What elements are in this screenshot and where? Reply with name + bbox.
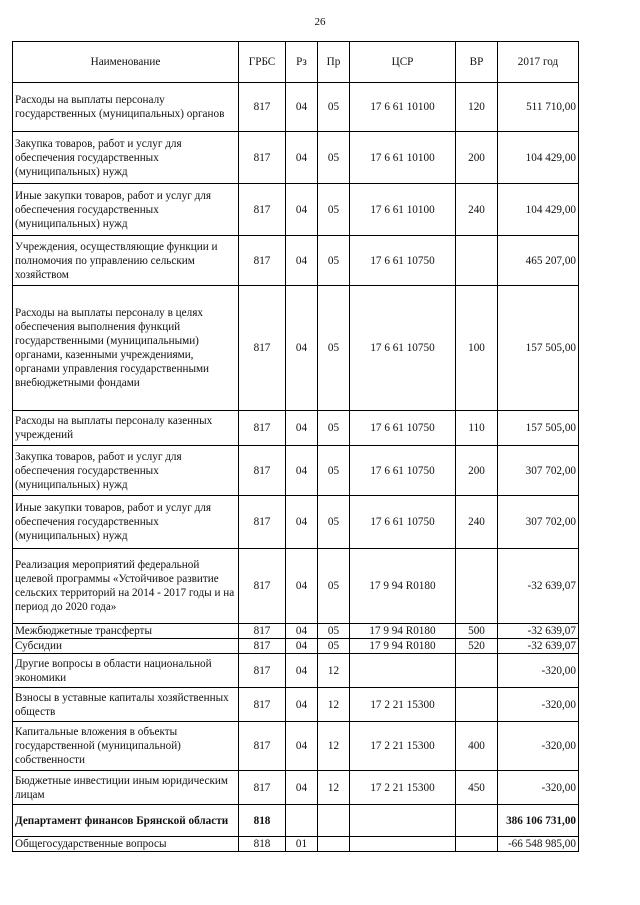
table-row: [13, 722, 579, 771]
cell-pr: 12: [318, 688, 350, 722]
table-row: [13, 83, 579, 132]
cell-rz: 04: [286, 624, 318, 639]
cell-vr: 200: [456, 446, 498, 496]
cell-vr: 500: [456, 624, 498, 639]
cell-rz: 04: [286, 771, 318, 805]
cell-grbs: 817: [239, 411, 286, 446]
cell-rz: 04: [286, 132, 318, 184]
cell-name: Закупка товаров, работ и услуг для обеспечения государственных (муниципальных) нужд: [13, 446, 239, 496]
cell-name: Закупка товаров, работ и услуг для обеспечения государственных (муниципальных) нужд: [13, 132, 239, 184]
cell-grbs: 817: [239, 496, 286, 549]
header-grbs: ГРБС: [239, 42, 286, 83]
cell-name: Расходы на выплаты персоналу казенных учреждений: [13, 411, 239, 446]
cell-rz: 04: [286, 496, 318, 549]
cell-csr: 17 6 61 10750: [350, 496, 456, 549]
table-row: [13, 549, 579, 624]
cell-pr: 05: [318, 286, 350, 411]
cell-vr: 240: [456, 184, 498, 236]
cell-csr: 17 6 61 10750: [350, 236, 456, 286]
cell-grbs: 817: [239, 771, 286, 805]
cell-vr: 110: [456, 411, 498, 446]
cell-pr: 05: [318, 496, 350, 549]
cell-vr: 100: [456, 286, 498, 411]
cell-name: Межбюджетные трансферты: [13, 624, 239, 639]
cell-pr: [318, 837, 350, 852]
cell-vr: 200: [456, 132, 498, 184]
cell-amount: -32 639,07: [498, 639, 579, 654]
cell-amount: 307 702,00: [498, 446, 579, 496]
cell-amount: -32 639,07: [498, 624, 579, 639]
cell-pr: 05: [318, 236, 350, 286]
page-number: 26: [314, 16, 326, 28]
cell-vr: [456, 837, 498, 852]
cell-name: Взносы в уставные капиталы хозяйственных обществ: [13, 688, 239, 722]
cell-pr: 12: [318, 771, 350, 805]
cell-grbs: 817: [239, 654, 286, 688]
cell-vr: 450: [456, 771, 498, 805]
cell-grbs: 818: [239, 805, 286, 837]
cell-amount: 386 106 731,00: [498, 805, 579, 837]
cell-vr: 120: [456, 83, 498, 132]
table-row: [13, 805, 579, 837]
cell-vr: 520: [456, 639, 498, 654]
cell-amount: 465 207,00: [498, 236, 579, 286]
cell-amount: -32 639,07: [498, 549, 579, 624]
cell-amount: -320,00: [498, 771, 579, 805]
table-row: [13, 446, 579, 496]
cell-amount: 104 429,00: [498, 184, 579, 236]
cell-amount: -320,00: [498, 654, 579, 688]
cell-csr: 17 6 61 10750: [350, 446, 456, 496]
table-row: [13, 184, 579, 236]
cell-vr: [456, 688, 498, 722]
cell-rz: 04: [286, 639, 318, 654]
cell-vr: 400: [456, 722, 498, 771]
header-pr: Пр: [318, 42, 350, 83]
table-row: [13, 837, 579, 852]
cell-csr: 17 6 61 10100: [350, 184, 456, 236]
cell-pr: 05: [318, 411, 350, 446]
header-year: 2017 год: [498, 42, 579, 83]
header-csr: ЦСР: [350, 42, 456, 83]
table-row: [13, 654, 579, 688]
cell-grbs: 817: [239, 83, 286, 132]
cell-grbs: 817: [239, 639, 286, 654]
cell-rz: 04: [286, 286, 318, 411]
cell-name: Бюджетные инвестиции иным юридическим лицам: [13, 771, 239, 805]
cell-grbs: 817: [239, 722, 286, 771]
cell-csr: 17 2 21 15300: [350, 722, 456, 771]
cell-csr: [350, 654, 456, 688]
cell-rz: 04: [286, 236, 318, 286]
cell-amount: 104 429,00: [498, 132, 579, 184]
table-row: [13, 236, 579, 286]
cell-vr: [456, 654, 498, 688]
cell-csr: 17 9 94 R0180: [350, 624, 456, 639]
cell-rz: 04: [286, 83, 318, 132]
table-row: [13, 496, 579, 549]
table-row: [13, 688, 579, 722]
cell-pr: 05: [318, 132, 350, 184]
cell-csr: [350, 837, 456, 852]
cell-vr: [456, 805, 498, 837]
cell-rz: 04: [286, 446, 318, 496]
cell-vr: 240: [456, 496, 498, 549]
cell-csr: 17 9 94 R0180: [350, 639, 456, 654]
cell-rz: 04: [286, 688, 318, 722]
cell-csr: 17 2 21 15300: [350, 771, 456, 805]
cell-grbs: 817: [239, 286, 286, 411]
cell-name: Реализация мероприятий федеральной целевой программы «Устойчивое развитие сельских территорий на 2014 - 2017 годы и на период до 2020 года»: [13, 549, 239, 624]
table-row: [13, 639, 579, 654]
cell-name: Иные закупки товаров, работ и услуг для обеспечения государственных (муниципальных) нужд: [13, 184, 239, 236]
cell-grbs: 817: [239, 549, 286, 624]
cell-csr: 17 6 61 10750: [350, 286, 456, 411]
cell-csr: 17 6 61 10750: [350, 411, 456, 446]
cell-name: Субсидии: [13, 639, 239, 654]
cell-amount: 157 505,00: [498, 411, 579, 446]
cell-grbs: 817: [239, 132, 286, 184]
cell-rz: 04: [286, 722, 318, 771]
cell-amount: 307 702,00: [498, 496, 579, 549]
table-row: [13, 771, 579, 805]
cell-csr: [350, 805, 456, 837]
cell-name: Учреждения, осуществляющие функции и полномочия по управлению сельским хозяйством: [13, 236, 239, 286]
cell-rz: 04: [286, 184, 318, 236]
cell-rz: 01: [286, 837, 318, 852]
cell-amount: -320,00: [498, 688, 579, 722]
cell-vr: [456, 549, 498, 624]
cell-rz: 04: [286, 411, 318, 446]
cell-amount: 511 710,00: [498, 83, 579, 132]
cell-pr: 05: [318, 83, 350, 132]
cell-name: Общегосударственные вопросы: [13, 837, 239, 852]
cell-rz: [286, 805, 318, 837]
cell-grbs: 817: [239, 624, 286, 639]
cell-name: Капитальные вложения в объекты государственной (муниципальной) собственности: [13, 722, 239, 771]
header-vr: ВР: [456, 42, 498, 83]
table-row: [13, 411, 579, 446]
cell-amount: 157 505,00: [498, 286, 579, 411]
header-name: Наименование: [13, 42, 239, 83]
table-row: [13, 286, 579, 411]
cell-grbs: 817: [239, 688, 286, 722]
cell-grbs: 818: [239, 837, 286, 852]
header-rz: Рз: [286, 42, 318, 83]
cell-name: Департамент финансов Брянской области: [13, 805, 239, 837]
cell-pr: 05: [318, 639, 350, 654]
cell-rz: 04: [286, 549, 318, 624]
table-row: [13, 132, 579, 184]
cell-csr: 17 2 21 15300: [350, 688, 456, 722]
cell-csr: 17 6 61 10100: [350, 83, 456, 132]
cell-pr: 05: [318, 549, 350, 624]
cell-pr: 12: [318, 654, 350, 688]
cell-amount: -320,00: [498, 722, 579, 771]
cell-pr: [318, 805, 350, 837]
cell-grbs: 817: [239, 446, 286, 496]
cell-pr: 05: [318, 624, 350, 639]
cell-pr: 12: [318, 722, 350, 771]
table-header-row: [13, 42, 579, 83]
cell-grbs: 817: [239, 184, 286, 236]
budget-table: [12, 41, 579, 852]
cell-amount: -66 548 985,00: [498, 837, 579, 852]
cell-pr: 05: [318, 184, 350, 236]
cell-name: Расходы на выплаты персоналу в целях обеспечения выполнения функций государственными (муниципальными) органами, казенными учреждениями, органами управления государственными внебюджетными фондами: [13, 286, 239, 411]
cell-csr: 17 9 94 R0180: [350, 549, 456, 624]
cell-pr: 05: [318, 446, 350, 496]
table-row: [13, 624, 579, 639]
cell-grbs: 817: [239, 236, 286, 286]
cell-vr: [456, 236, 498, 286]
cell-csr: 17 6 61 10100: [350, 132, 456, 184]
cell-name: Расходы на выплаты персоналу государственных (муниципальных) органов: [13, 83, 239, 132]
cell-rz: 04: [286, 654, 318, 688]
cell-name: Другие вопросы в области национальной экономики: [13, 654, 239, 688]
cell-name: Иные закупки товаров, работ и услуг для обеспечения государственных (муниципальных) нужд: [13, 496, 239, 549]
